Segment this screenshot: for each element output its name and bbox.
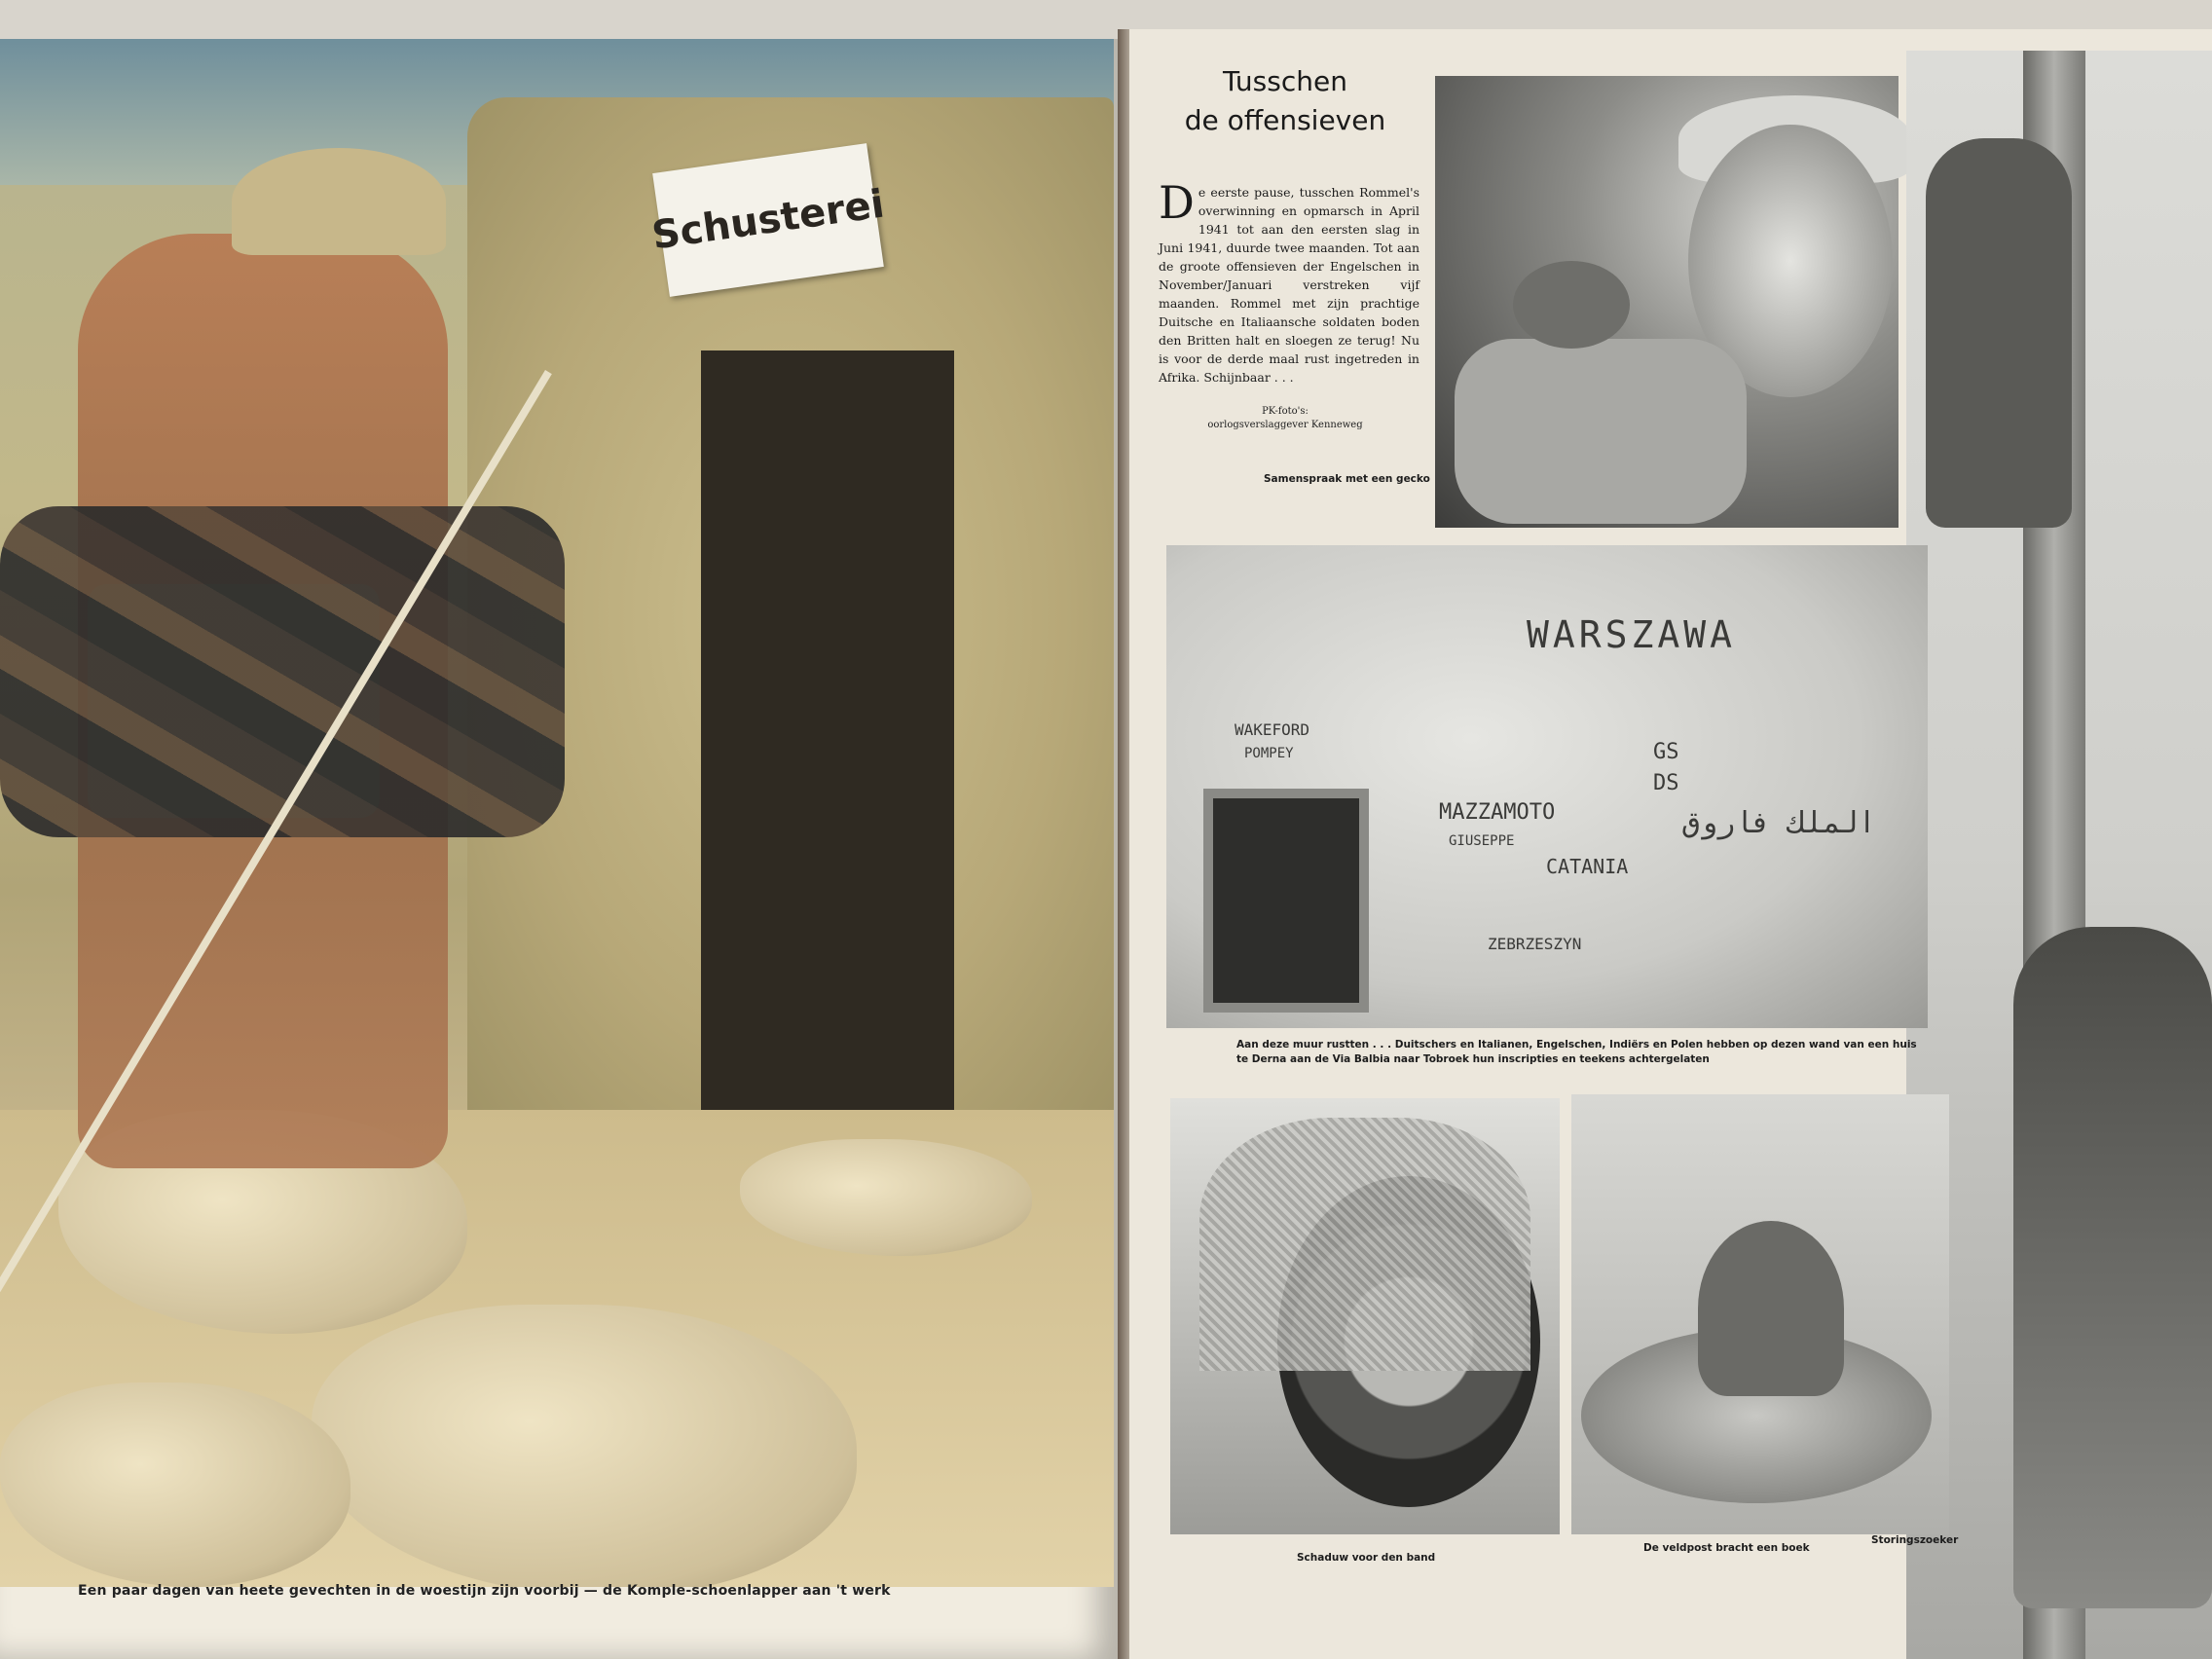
title-line-2: de offensieven <box>1184 104 1386 136</box>
sign-text: Schusterei <box>648 181 888 259</box>
intro-text <box>1159 176 1419 387</box>
title-line-1: Tusschen <box>1223 65 1347 97</box>
graffiti-catania: CATANIA <box>1546 855 1629 878</box>
caption-gecko: Samenspraak met een gecko <box>1264 473 1430 485</box>
caption-tire: Schaduw voor den band <box>1297 1552 1436 1564</box>
article-title <box>1149 62 1421 140</box>
caption-wall-lead: Aan deze muur rustten . . . <box>1236 1039 1392 1051</box>
boots-bundle <box>0 506 565 837</box>
graffiti-gs: GS <box>1653 740 1679 764</box>
graffiti-zebrzeszyn: ZEBRZESZYN <box>1488 935 1582 953</box>
book-photo <box>1571 1094 1949 1534</box>
gecko-photo <box>1435 76 1899 528</box>
burlap-shade <box>1199 1118 1530 1371</box>
graffiti-giuseppe: GIUSEPPE <box>1449 833 1515 849</box>
intro-body: e eerste pause, tusschen Rommel's overwinning en opmarsch in April 1941 tot aan den eersten slag in Juni 1941, duurde twee maanden. Tot aan de groote offensieven der Engelschen in November/Januari verstreken vijf maanden. Rommel met zijn prachtige Duitsche en Italiaansche soldaten boden den Britten halt en sloegen ze terug! Nu is voor de derde maal rust ingetreden in Afrika. Schijnbaar . . . <box>1159 185 1419 385</box>
tent-door <box>701 350 954 1149</box>
standing-soldier <box>2013 927 2212 1608</box>
reading-soldier <box>1698 1221 1844 1396</box>
left-caption: Een paar dagen van heete gevechten in de woestijn zijn voorbij — de Komple-schoenlapper aan 't werk <box>78 1583 891 1599</box>
caption-wall-text: Duitschers en Italianen, Engelschen, Indiërs en Polen hebben op dezen wand van een huis te Derna aan de Via Balbia naar Tobroek hun inscripties en teekens achtergelaten <box>1236 1039 1917 1065</box>
graffiti-arabic: الملك فاروق <box>1682 806 1876 840</box>
pith-helmet <box>232 148 446 255</box>
graffiti-pompey: POMPEY <box>1244 746 1294 761</box>
drop-cap: D <box>1159 176 1195 229</box>
caption-book: De veldpost bracht een boek <box>1643 1542 1810 1554</box>
climbing-soldier <box>1926 138 2072 528</box>
caption-wall <box>1236 1038 1918 1067</box>
graffiti-wall-photo <box>1166 545 1928 1028</box>
graffiti-wakefield: WAKEFORD <box>1235 720 1310 739</box>
left-page <box>0 39 1118 1659</box>
credit-line-1: PK-foto's: <box>1262 406 1309 417</box>
lineman-photo <box>1906 51 2212 1659</box>
photo-credit <box>1188 405 1382 432</box>
caption-storingszoeker: Storingszoeker <box>1871 1534 1959 1546</box>
graffiti-warszawa: WARSZAWA <box>1527 613 1737 656</box>
gecko <box>1513 261 1630 349</box>
rock <box>312 1305 857 1587</box>
cobbler-photo <box>0 39 1114 1587</box>
graffiti-mazzamoto: MAZZAMOTO <box>1439 800 1556 825</box>
graffiti-ds: DS <box>1653 771 1679 795</box>
soldier-hand <box>1455 339 1747 524</box>
credit-line-2: oorlogsverslaggever Kenneweg <box>1207 420 1363 430</box>
wall-doorway <box>1203 789 1369 1013</box>
tire-photo <box>1170 1098 1560 1534</box>
